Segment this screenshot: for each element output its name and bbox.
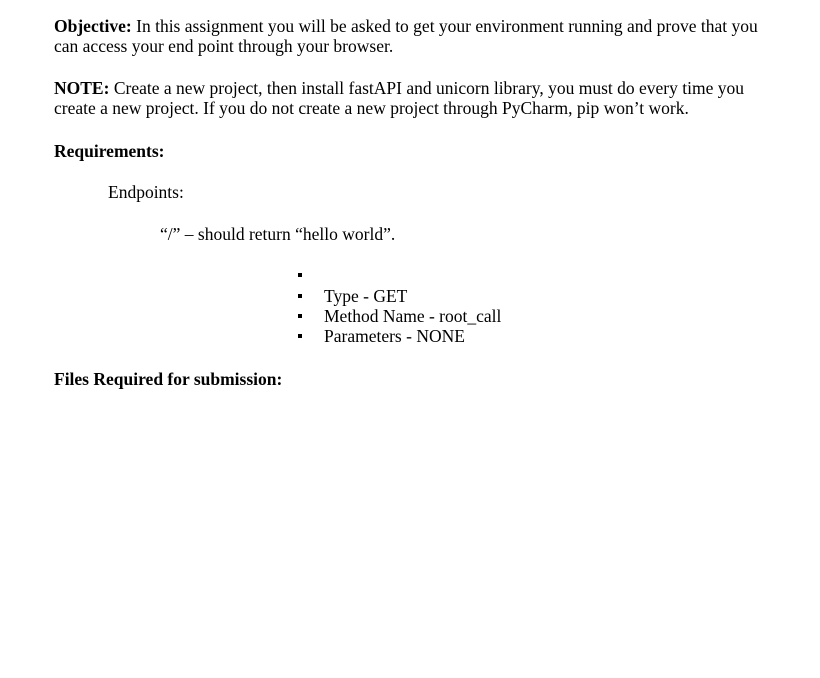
files-required-heading — [54, 369, 282, 389]
requirements-heading-text: Requirements: — [54, 141, 165, 161]
list-item — [296, 265, 501, 286]
note-paragraph — [54, 78, 774, 118]
objective-paragraph — [54, 16, 774, 56]
objective-label: Objective: — [54, 16, 132, 36]
bullet-square-icon — [298, 314, 302, 318]
requirements-heading — [54, 141, 774, 161]
bullet-square-icon — [298, 294, 302, 298]
endpoint-description: “/” – should return “hello world”. — [160, 224, 396, 244]
note-label: NOTE: — [54, 78, 110, 98]
files-required-heading-text: Files Required for submission: — [54, 369, 283, 389]
objective-text: In this assignment you will be asked to get your environment running and prove that you can access your end point through your browser. — [54, 16, 758, 56]
list-item — [296, 326, 501, 346]
endpoints-label: Endpoints: — [108, 182, 184, 202]
endpoint-details-list — [296, 265, 501, 346]
note-text: Create a new project, then install fastAPI and unicorn library, you must do every time you create a new project. If you do not create a new project through PyCharm, pip won’t work. — [54, 78, 744, 118]
list-item-text: Type - GET — [324, 286, 408, 306]
bullet-square-icon — [298, 273, 302, 277]
list-item — [296, 306, 501, 326]
bullet-square-icon — [298, 334, 302, 338]
list-item — [296, 286, 501, 306]
list-item-text: Method Name - root_call — [324, 306, 502, 326]
list-item-text: Parameters - NONE — [324, 326, 465, 346]
